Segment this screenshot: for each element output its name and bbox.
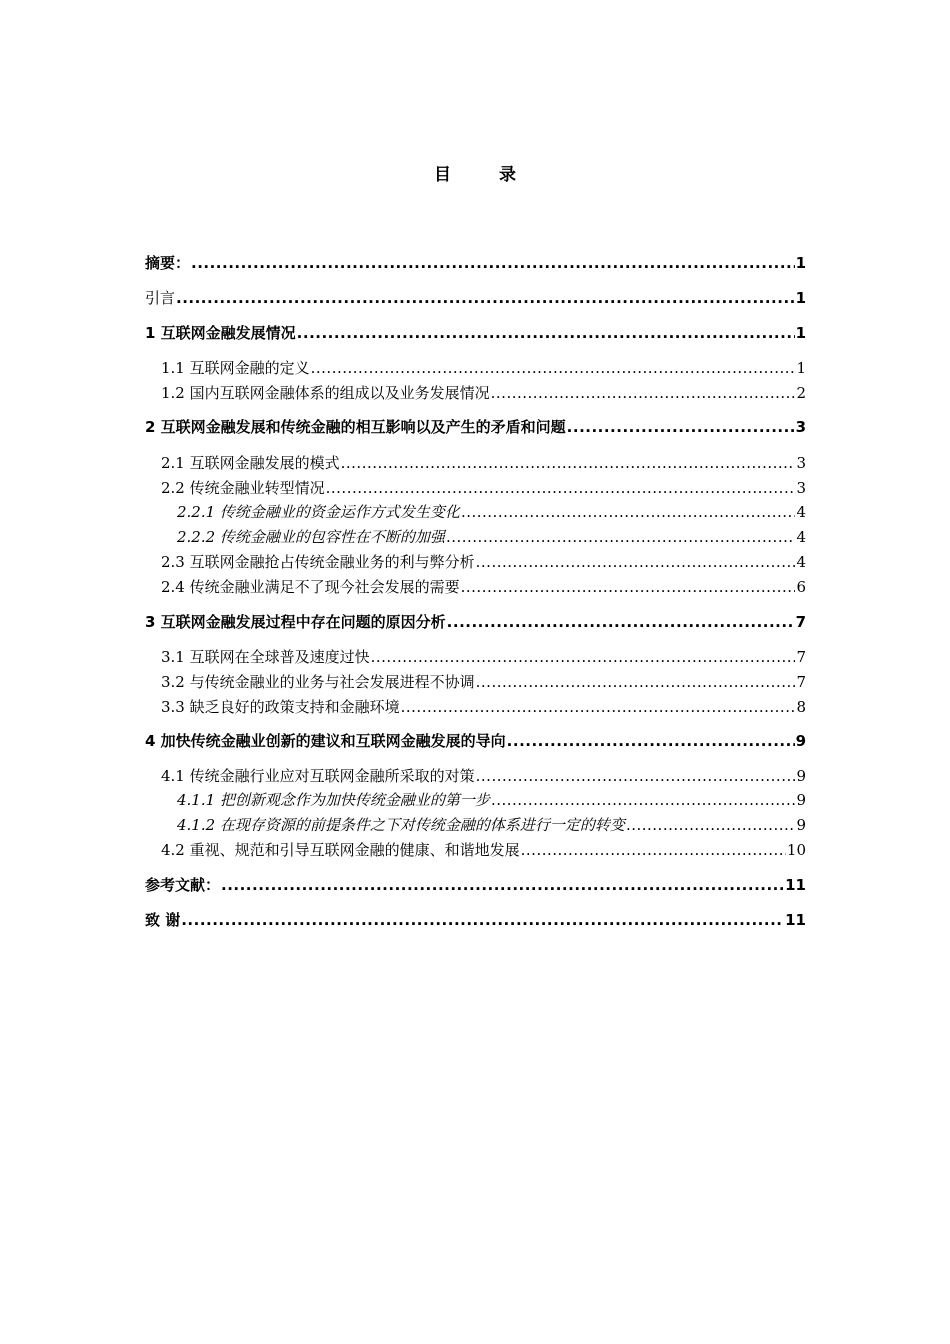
leader-dots (191, 254, 795, 272)
leader-dots (491, 384, 796, 402)
toc-entry-page: 3 (796, 479, 806, 497)
toc-entry[interactable] (161, 477, 806, 501)
toc-entry-label: 2.2 传统金融业转型情况 (161, 479, 325, 497)
toc-entry-page: 9 (796, 816, 806, 834)
leader-dots (311, 359, 796, 377)
toc-entry-label: 1.2 国内互联网金融体系的组成以及业务发展情况 (161, 384, 490, 402)
toc-entry[interactable] (161, 765, 806, 789)
leader-dots (491, 791, 796, 809)
leader-dots (461, 503, 796, 521)
leader-dots (181, 911, 784, 929)
toc-entry-page: 11 (785, 911, 806, 929)
toc-entry[interactable] (161, 696, 806, 720)
title-char-1: 目 (434, 165, 451, 185)
toc-entry-label: 引言 (145, 289, 176, 307)
toc-entry-page: 11 (785, 876, 806, 894)
toc-entry-label: 4.1.2 在现存资源的前提条件之下对传统金融的体系进行一定的转变 (177, 816, 625, 834)
toc-entry[interactable] (145, 252, 806, 276)
leader-dots (326, 479, 796, 497)
leader-dots (461, 578, 796, 596)
toc-entry-page: 7 (796, 648, 806, 666)
toc-entry-label: 3.3 缺乏良好的政策支持和金融环境 (161, 698, 400, 716)
toc-entry[interactable] (161, 382, 806, 406)
leader-dots (341, 454, 796, 472)
toc-entry-page: 3 (795, 418, 806, 436)
leader-dots (176, 289, 795, 307)
toc-entry-label: 1 互联网金融发展情况 (145, 324, 296, 342)
toc-entry-page: 1 (796, 359, 806, 377)
toc-entry[interactable] (177, 814, 806, 838)
toc-entry-page: 8 (796, 698, 806, 716)
toc-entry-label: 3.2 与传统金融业的业务与社会发展进程不协调 (161, 673, 475, 691)
leader-dots (476, 767, 796, 785)
leader-dots (476, 673, 796, 691)
toc-entry[interactable] (145, 287, 806, 311)
toc-entry-page: 4 (796, 553, 806, 571)
toc-entry[interactable] (161, 576, 806, 600)
toc-entry-label: 致 谢 (145, 911, 181, 929)
toc-entry-label: 4.2 重视、规范和引导互联网金融的健康、和谐地发展 (161, 841, 520, 859)
toc-entry[interactable] (161, 357, 806, 381)
leader-dots (447, 613, 795, 631)
toc-entry[interactable] (177, 789, 806, 813)
leader-dots (507, 732, 795, 750)
toc-entry[interactable] (145, 909, 806, 933)
toc-entry-page: 4 (796, 503, 806, 521)
leader-dots (476, 553, 796, 571)
toc-entry[interactable] (161, 646, 806, 670)
toc-entry-page: 9 (796, 791, 806, 809)
toc-entry-label: 2.4 传统金融业满足不了现今社会发展的需要 (161, 578, 460, 596)
toc-entry-label: 4.1.1 把创新观念作为加快传统金融业的第一步 (177, 791, 490, 809)
leader-dots (297, 324, 795, 342)
toc-entry-label: 2.2.2 传统金融业的包容性在不断的加强 (177, 528, 445, 546)
toc-entry-label: 3.1 互联网在全球普及速度过快 (161, 648, 370, 666)
toc-entry-page: 9 (796, 767, 806, 785)
toc-entry[interactable] (145, 416, 806, 440)
leader-dots (567, 418, 795, 436)
toc-entry[interactable] (161, 671, 806, 695)
toc-entry-label: 参考文献： (145, 876, 221, 894)
toc-entry-label: 2.2.1 传统金融业的资金运作方式发生变化 (177, 503, 460, 521)
toc-entry-page: 3 (796, 454, 806, 472)
toc-entry[interactable] (145, 322, 806, 346)
toc-entry-label: 1.1 互联网金融的定义 (161, 359, 310, 377)
toc-entry-label: 2.3 互联网金融抢占传统金融业务的利与弊分析 (161, 553, 475, 571)
toc-entry-page: 7 (796, 673, 806, 691)
leader-dots (401, 698, 796, 716)
toc-entry-label: 2.1 互联网金融发展的模式 (161, 454, 340, 472)
toc-entry-page: 4 (796, 528, 806, 546)
toc-entry-page: 6 (796, 578, 806, 596)
leader-dots (626, 816, 796, 834)
toc-entry[interactable] (177, 501, 806, 525)
leader-dots (371, 648, 796, 666)
toc-entry[interactable] (161, 452, 806, 476)
leader-dots (521, 841, 786, 859)
toc-entry-page: 2 (796, 384, 806, 402)
toc-entry-page: 1 (795, 324, 806, 342)
toc-entry-page: 1 (795, 289, 806, 307)
toc-entry[interactable] (177, 526, 806, 550)
toc-entry-page: 1 (795, 254, 806, 272)
toc-entry[interactable] (161, 551, 806, 575)
leader-dots (446, 528, 796, 546)
toc-entry[interactable] (145, 730, 806, 754)
toc-entry-label: 4 加快传统金融业创新的建议和互联网金融发展的导向 (145, 732, 506, 750)
toc-entry[interactable] (145, 611, 806, 635)
toc-entry-page: 9 (795, 732, 806, 750)
toc-entry-label: 4.1 传统金融行业应对互联网金融所采取的对策 (161, 767, 475, 785)
toc-entry[interactable] (161, 839, 806, 863)
toc-entry-page: 7 (795, 613, 806, 631)
toc-entry-label: 2 互联网金融发展和传统金融的相互影响以及产生的矛盾和问题 (145, 418, 566, 436)
toc-entry-label: 摘要： (145, 254, 191, 272)
toc-entry-page: 10 (786, 841, 806, 859)
toc-entry[interactable] (145, 874, 806, 898)
title-char-2: 录 (499, 165, 516, 185)
leader-dots (221, 876, 784, 894)
toc-entry-label: 3 互联网金融发展过程中存在问题的原因分析 (145, 613, 446, 631)
page-title (0, 160, 950, 185)
